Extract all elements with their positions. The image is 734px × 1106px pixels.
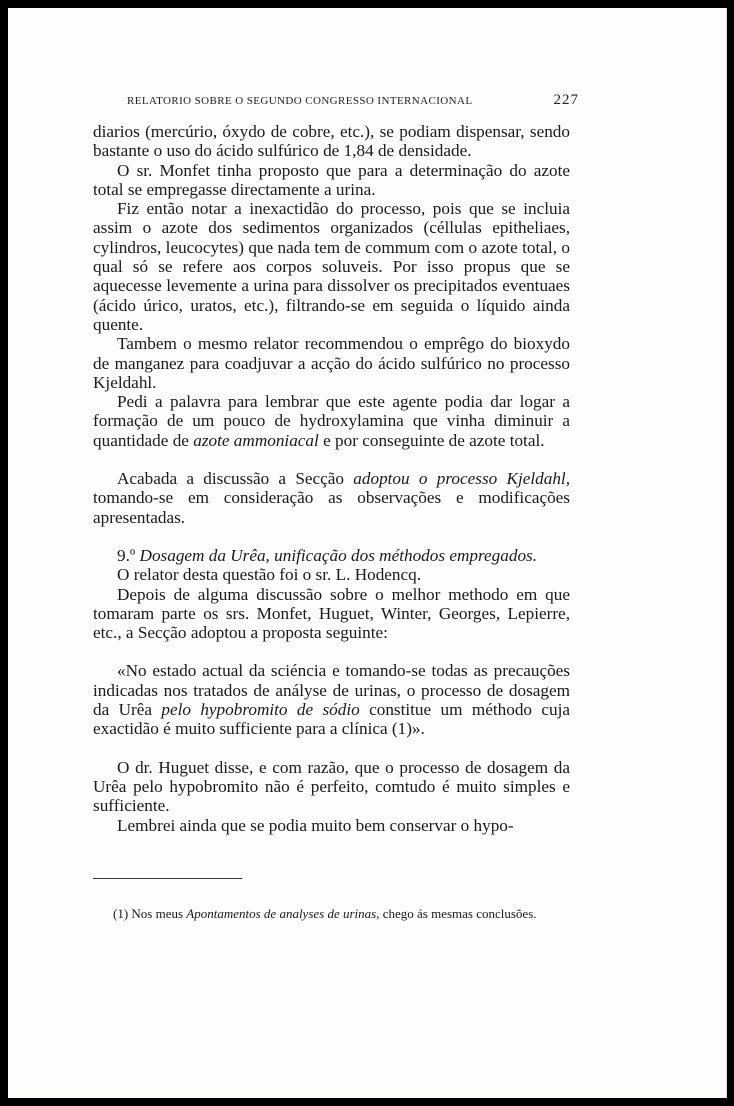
- page-number: 227: [553, 92, 579, 108]
- paragraph-continuation: diarios (mercúrio, óxydo de cobre, etc.), se podiam dispensar, sendo bastante o uso do ácido sulfúrico de 1,84 de densidade.: [93, 122, 570, 161]
- section-heading-urea: 9.º Dosagem da Urêa, unificação dos méthodos empregados.: [117, 545, 538, 565]
- paragraph-hydroxylamina: Pedi a palavra para lembrar que este agente podia dar logar a formação de um pouco de hydroxylamina que vinha diminuir a quantidade de azote ammoniacal e por conseguinte de azote total.: [93, 392, 570, 450]
- paragraph-monfet: O sr. Monfet tinha proposto que para a determinação do azote total se empregasse directamente a urina.: [93, 160, 570, 199]
- footnote-divider: [93, 878, 242, 879]
- paragraph-lembrei: Lembrei ainda que se podia muito bem conservar o hypo-: [117, 815, 514, 835]
- paragraph-discussao: Depois de alguma discussão sobre o melhor methodo em que tomaram parte os srs. Monfet, Huguet, Winter, Georges, Lepierre, etc., a Secção adoptou a proposta seguinte:: [93, 584, 570, 643]
- paragraph-bioxydo: Tambem o mesmo relator recommendou o emprêgo do bioxydo de manganez para coadjuvar a acção do ácido sulfúrico no processo Kjeldahl.: [93, 334, 570, 392]
- paragraph-proposta: «No estado actual da sciéncia e tomando-se todas as precauções indicadas nos tratados de anályse de urinas, o processo de dosagem da Urêa pelo hypobromito de sódio constitue um méthodo cuja exactidão é muito sufficiente para a clínica (1)».: [93, 661, 570, 739]
- footnote: (1) Nos meus Apontamentos de analyses de urinas, chego ás mesmas conclusões.: [113, 906, 537, 921]
- paragraph-relator: O relator desta questão foi o sr. L. Hodencq.: [117, 565, 422, 585]
- paragraph-huguet: O dr. Huguet disse, e com razão, que o processo de dosagem da Urêa pelo hypobromito não é perfeito, comtudo é muito simples e sufficiente.: [93, 757, 570, 816]
- running-title: RELATORIO SOBRE O SEGUNDO CONGRESSO INTERNACIONAL: [127, 95, 473, 107]
- running-header: [127, 92, 579, 108]
- paragraph-inexactidao: Fiz então notar a inexactidão do processo, pois que se incluia assim o azote dos sedimentos organizados (céllulas epitheliaes, cylindros, leucocytes) que nada tem de commum com o azote total, o qual só se refere aos corpos soluveis. Por isso propus que se aquecesse levemente a urina para dissolver os precipitados eventuaes (ácido úrico, uratos, etc.), filtrando-se em seguida o líquido ainda quente.: [93, 199, 570, 334]
- paragraph-kjeldahl-adopted: Acabada a discussão a Secção adoptou o processo Kjeldahl, tomando-se em consideração as observações e modificações apresentadas.: [93, 469, 570, 527]
- body-text: [93, 122, 570, 835]
